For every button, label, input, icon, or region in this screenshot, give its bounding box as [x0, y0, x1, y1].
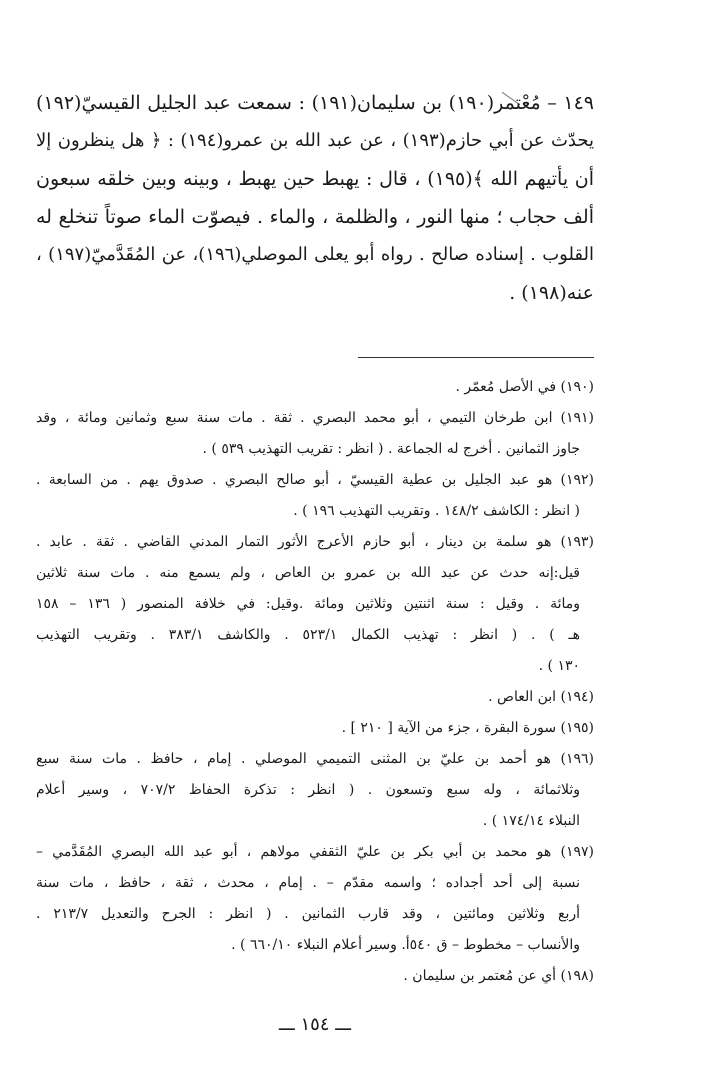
footnote-line: (١٩٤) ابن العاص .: [488, 689, 594, 705]
footnotes: [36, 372, 594, 992]
entry-line: القلوب . إسناده صالح . رواه أبو يعلى الموصلي(١٩٦)، عن المُقَدَّميّ(١٩٧) ،: [36, 244, 594, 265]
footnote-line: ومائة . وقيل : سنة اثنتين وثلاثين ومائة .وقيل: في خلافة المنصور ( ١٣٦ – ١٥٨: [36, 596, 580, 612]
footnote-separator: [358, 357, 594, 358]
footnote-line: (١٩٢) هو عبد الجليل بن عطية القيسيّ ، أبو صالح البصري . صدوق يهم . من السابعة .: [36, 472, 594, 488]
footnote-line: قيل:إنه حدث عن عبد الله بن عمرو بن العاص ، ولم يسمع منه . مات سنة ثلاثين: [36, 565, 580, 581]
entry-line: يحدّث عن أبي حازم(١٩٣) ، عن عبد الله بن عمرو(١٩٤) : ﴿ هل ينظرون إلا: [36, 130, 594, 151]
footnote-line: (١٩٠) في الأصل مُعمّر .: [455, 379, 594, 395]
footnote-line: (١٩٥) سورة البقرة ، جزء من الآية [ ٢١٠ ] .: [341, 720, 594, 736]
entry-line: أن يأتيهم الله ﴾(١٩٥) ، قال : يهبط حين يهبط ، وبينه وبين خلقه سبعون: [36, 168, 594, 190]
footnote-line: ( انظر : الكاشف ١٤٨/٢ . وتقريب التهذيب ١٩٦ ) .: [293, 503, 580, 519]
entry-line: ١٤٩ – مُعْتمر(١٩٠) بن سليمان(١٩١) : سمعت عبد الجليل القيسيّ(١٩٢): [36, 92, 594, 114]
hadith-entry: [36, 84, 594, 312]
footnote-line: جاوز الثمانين . أخرج له الجماعة . ( انظر : تقريب التهذيب ٥٣٩ ) .: [202, 441, 580, 457]
footnote-line: (١٩٨) أي عن مُعتمر بن سليمان .: [403, 968, 594, 984]
footnote-line: (١٩١) ابن طرخان التيمي ، أبو محمد البصري . ثقة . مات سنة سبع وثمانين ومائة ، وقد: [36, 410, 594, 426]
footnote-line: (١٩٣) هو سلمة بن دينار ، أبو حازم الأعرج الأثور التمار المدني القاضي . ثقة . عابد .: [36, 534, 594, 550]
entry-line: ألف حجاب ؛ منها النور ، والظلمة ، والماء . فيصوّت الماء صوتاً تنخلع له: [36, 206, 594, 228]
footnote-line: (١٩٧) هو محمد بن أبي بكر بن عليّ الثقفي مولاهم ، أبو عبد الله البصري المُقَدَّمي –: [36, 844, 594, 860]
footnote-line: أربع وثلاثين ومائتين ، وقد قارب الثمانين . ( انظر : الجرح والتعديل ٢١٣/٧ .: [36, 906, 580, 922]
footnote-line: نسبة إلى أحد أجداده ؛ واسمه مقدّم – . إمام ، محدث ، ثقة ، حافظ ، مات سنة: [36, 875, 580, 891]
page-number: ـــ ١٥٤ ـــ: [278, 1014, 352, 1035]
footnote-line: هـ ) . ( انظر : تهذيب الكمال ٥٢٣/١ . والكاشف ٣٨٣/١ . وتقريب التهذيب: [36, 627, 581, 643]
footnote-line: (١٩٦) هو أحمد بن عليّ بن المثنى التميمي الموصلي . إمام ، حافظ . مات سنة سبع: [36, 751, 594, 767]
footnote-line: والأنساب – مخطوط – ق ٥٤٠أ. وسير أعلام النبلاء ٦٦٠/١٠ ) .: [231, 937, 580, 953]
footnote-line: ١٣٠ ) .: [538, 658, 580, 674]
footnote-line: النبلاء ١٧٤/١٤ ) .: [482, 813, 580, 829]
footnote-line: وثلاثمائة ، وله سبع وتسعون . ( انظر : تذكرة الحفاظ ٧٠٧/٢ ، وسير أعلام: [36, 782, 581, 798]
book-page: [36, 0, 594, 1080]
entry-line: عنه(١٩٨) .: [509, 282, 594, 304]
